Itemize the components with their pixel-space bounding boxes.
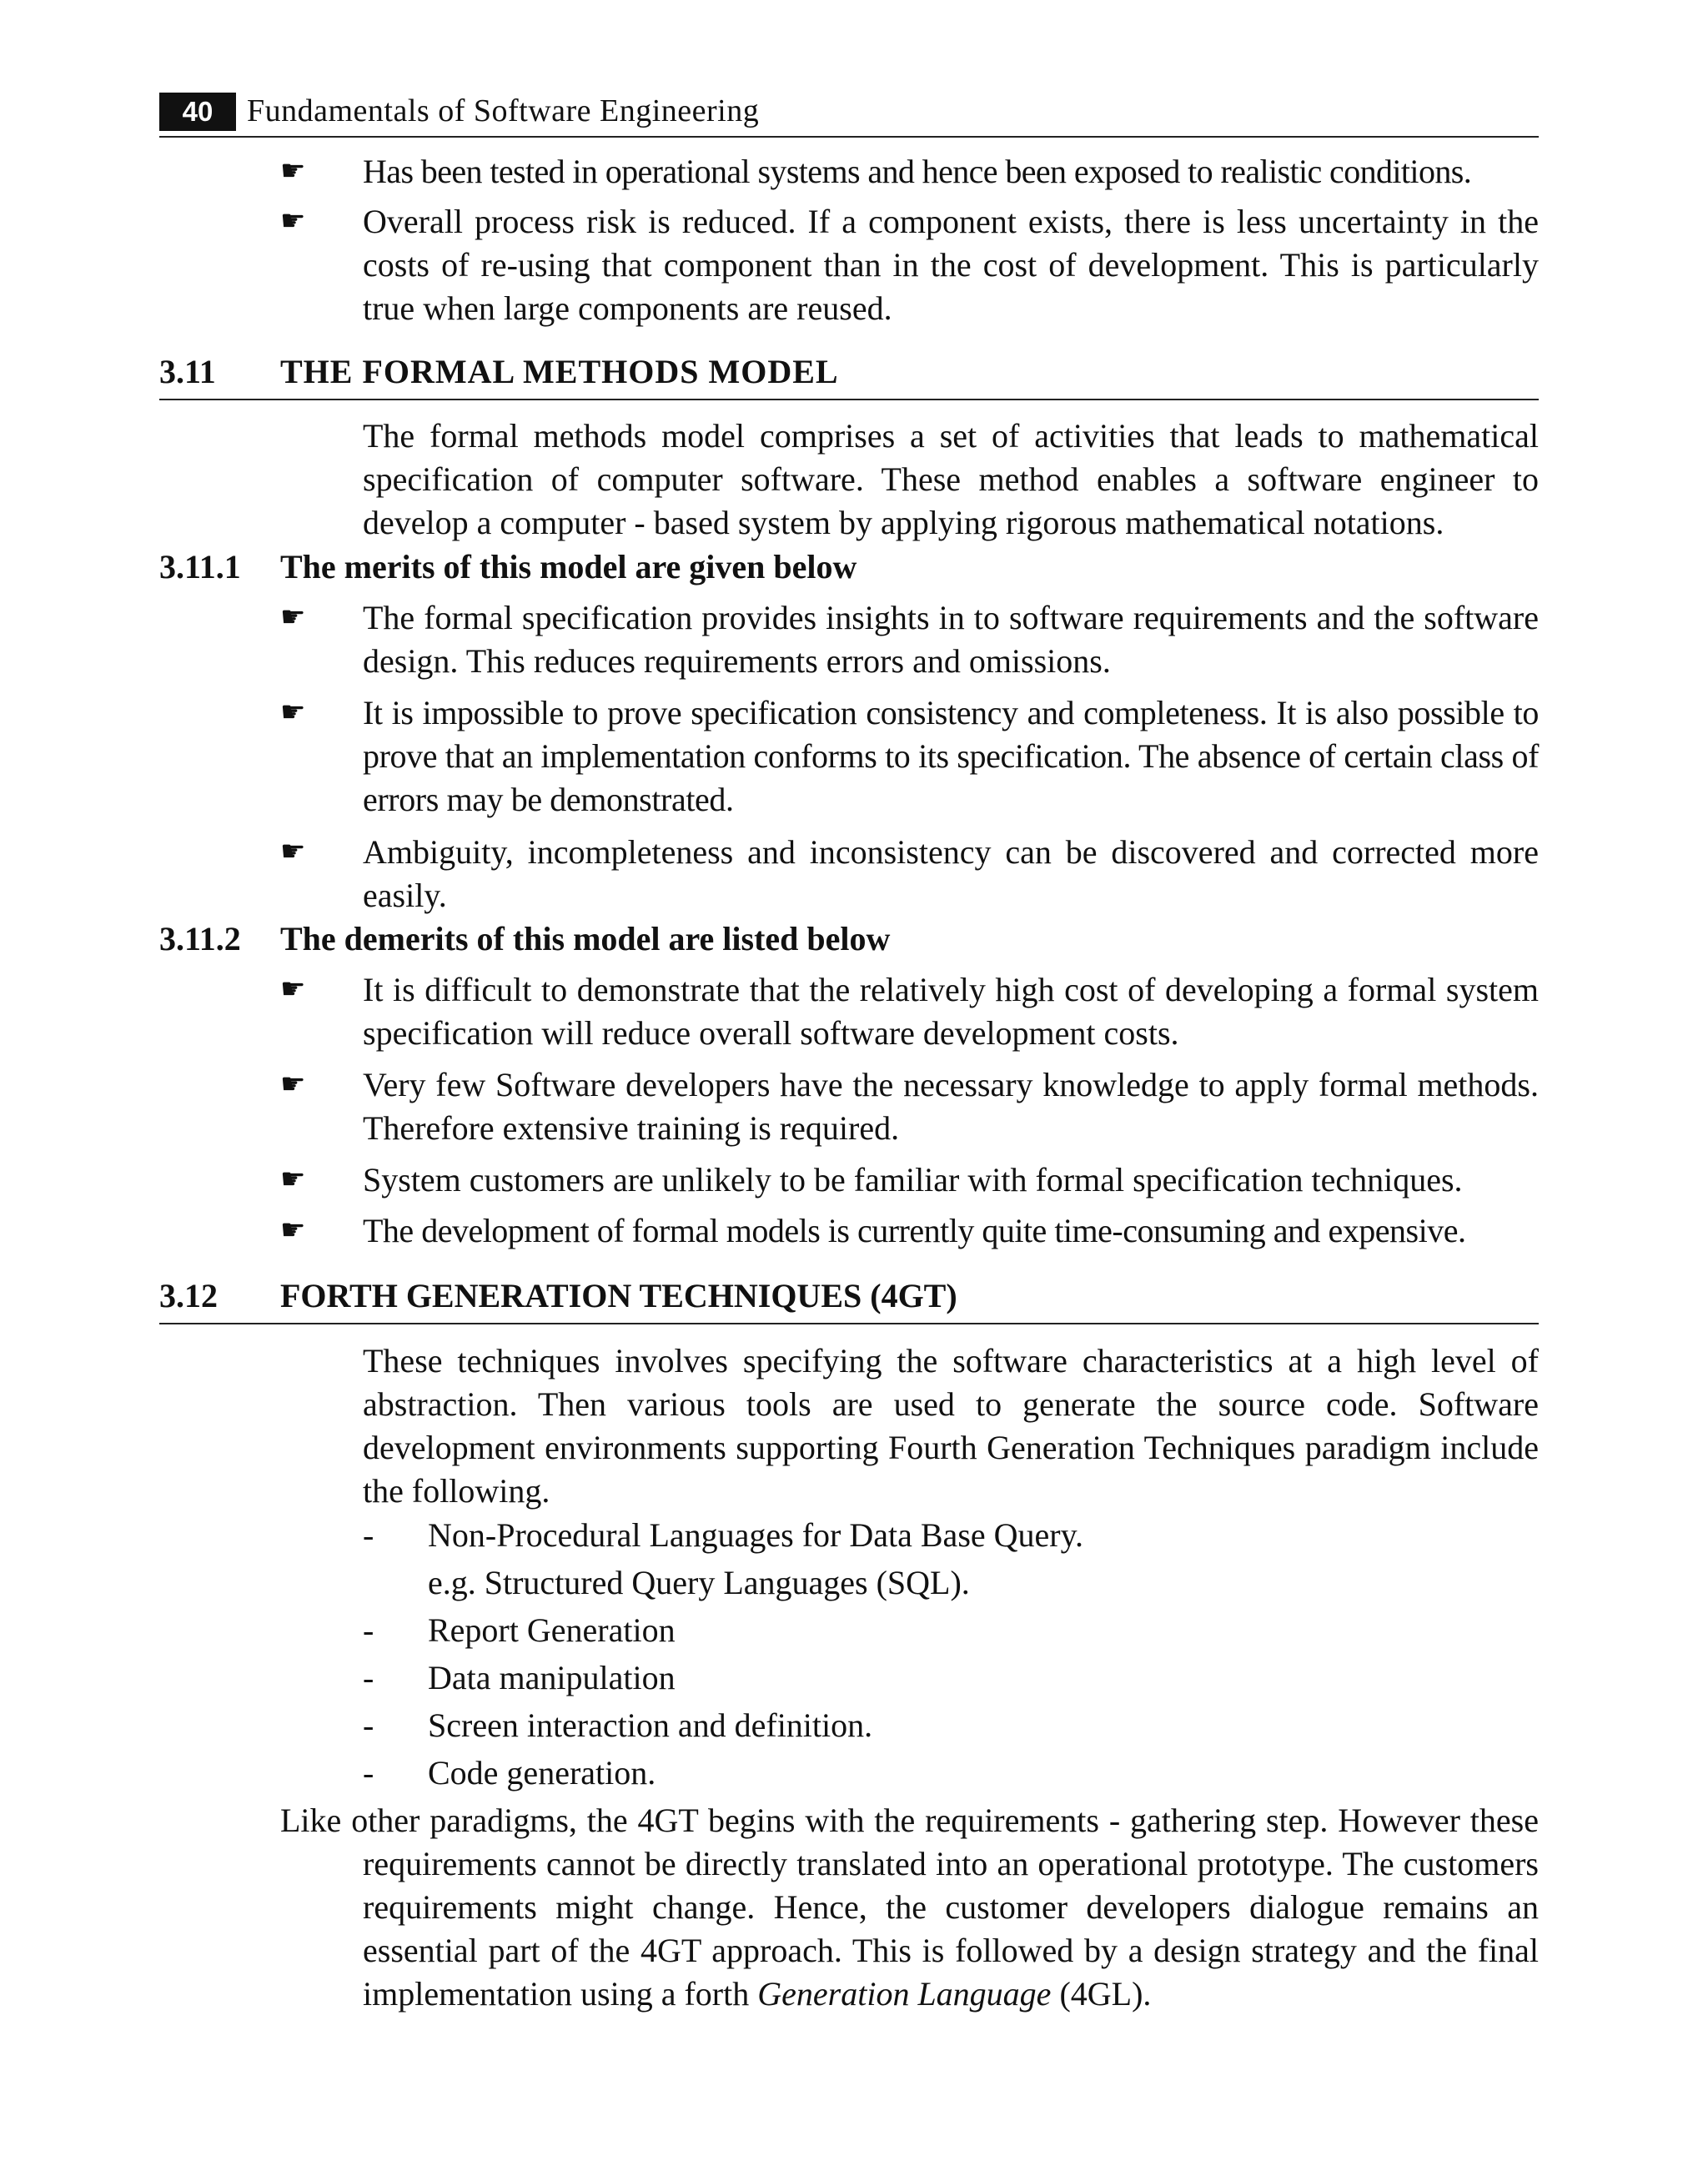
list-dash: - bbox=[363, 1516, 374, 1554]
bullet-icon: ☛ bbox=[280, 1069, 306, 1100]
subsection-title: The merits of this model are given below bbox=[280, 548, 857, 585]
section-rule bbox=[159, 1323, 1539, 1324]
subsection-number: 3.11.2 bbox=[159, 920, 241, 957]
demerit-bullet-2: Very few Software developers have the necessary knowledge to apply formal methods. Therefore extensive training is required. bbox=[363, 1066, 1539, 1147]
list-dash: - bbox=[363, 1659, 374, 1696]
intro-bullet-1: Has been tested in operational systems and hence been exposed to realistic conditions. bbox=[363, 153, 1472, 190]
header-rule bbox=[159, 136, 1539, 138]
section-number: 3.11 bbox=[159, 353, 216, 390]
merit-bullet-3: Ambiguity, incompleteness and inconsistency can be discovered and corrected more easily. bbox=[363, 833, 1539, 914]
demerit-bullet-1: It is difficult to demonstrate that the relatively high cost of developing a formal system specification will reduce overall software development costs. bbox=[363, 971, 1539, 1052]
section-title: THE FORMAL METHODS MODEL bbox=[280, 353, 839, 390]
section-number: 3.12 bbox=[159, 1277, 218, 1314]
subsection-number: 3.11.1 bbox=[159, 548, 241, 585]
running-header-title: Fundamentals of Software Engineering bbox=[247, 93, 760, 128]
demerit-bullet-3: System customers are unlikely to be familiar with formal specification techniques. bbox=[363, 1161, 1463, 1199]
closing-end: (4GL). bbox=[1059, 1975, 1152, 2013]
bullet-icon: ☛ bbox=[280, 156, 306, 187]
bullet-icon: ☛ bbox=[280, 1215, 306, 1246]
bullet-icon: ☛ bbox=[280, 206, 306, 237]
list-item: Report Generation bbox=[428, 1611, 676, 1649]
list-dash: - bbox=[363, 1706, 374, 1744]
closing-paragraph bbox=[280, 1799, 1539, 2016]
list-item: Screen interaction and definition. bbox=[428, 1706, 873, 1744]
section-rule bbox=[159, 399, 1539, 400]
page-number: 40 bbox=[159, 93, 236, 131]
merit-bullet-2: It is impossible to prove specification consistency and completeness. It is also possible to prove that an implementation conforms to its specification. The absence of certain class of errors may be demonstrated. bbox=[363, 694, 1539, 818]
bullet-icon: ☛ bbox=[280, 974, 306, 1005]
subsection-title: The demerits of this model are listed below bbox=[280, 920, 891, 957]
bullet-icon: ☛ bbox=[280, 1164, 306, 1195]
merit-bullet-1: The formal specification provides insights in to software requirements and the software design. This reduces requirements errors and omissions. bbox=[363, 599, 1539, 680]
list-item: Non-Procedural Languages for Data Base Query. bbox=[428, 1516, 1083, 1554]
intro-bullet-2: Overall process risk is reduced. If a component exists, there is less uncertainty in the costs of re-using that component than in the cost of development. This is particularly true when large components are reused. bbox=[363, 203, 1539, 327]
list-item: Code generation. bbox=[428, 1754, 656, 1792]
section-title: FORTH GENERATION TECHNIQUES (4GT) bbox=[280, 1277, 957, 1314]
list-item: Data manipulation bbox=[428, 1659, 676, 1696]
demerit-bullet-4: The development of formal models is currently quite time-consuming and expensive. bbox=[363, 1212, 1466, 1249]
section-paragraph: The formal methods model comprises a set of activities that leads to mathematical specification of computer software. These method enables a software engineer to develop a computer - based system by applying rigorous mathematical notations. bbox=[363, 417, 1539, 541]
closing-italic-term: Generation Language bbox=[757, 1975, 1052, 2013]
section-paragraph: These techniques involves specifying the software characteristics at a high level of abstraction. Then various tools are used to generate the source code. Software development environments supporting Fourth Generation Techniques paradigm include the following. bbox=[363, 1342, 1539, 1510]
bullet-icon: ☛ bbox=[280, 697, 306, 728]
bullet-icon: ☛ bbox=[280, 837, 306, 867]
list-dash: - bbox=[363, 1611, 374, 1649]
closing-text: Like other paradigms, the 4GT begins with the requirements - gathering step. However these requirements cannot be directly translated into an operational prototype. The customers requirements might change. Hence, the customer developers dialogue remains an essential part of the 4GT approach. This is followed by a design strategy and the final implementation using a forth bbox=[280, 1802, 1539, 2013]
list-item-example: e.g. Structured Query Languages (SQL). bbox=[428, 1564, 970, 1601]
list-dash: - bbox=[363, 1754, 374, 1792]
bullet-icon: ☛ bbox=[280, 602, 306, 633]
